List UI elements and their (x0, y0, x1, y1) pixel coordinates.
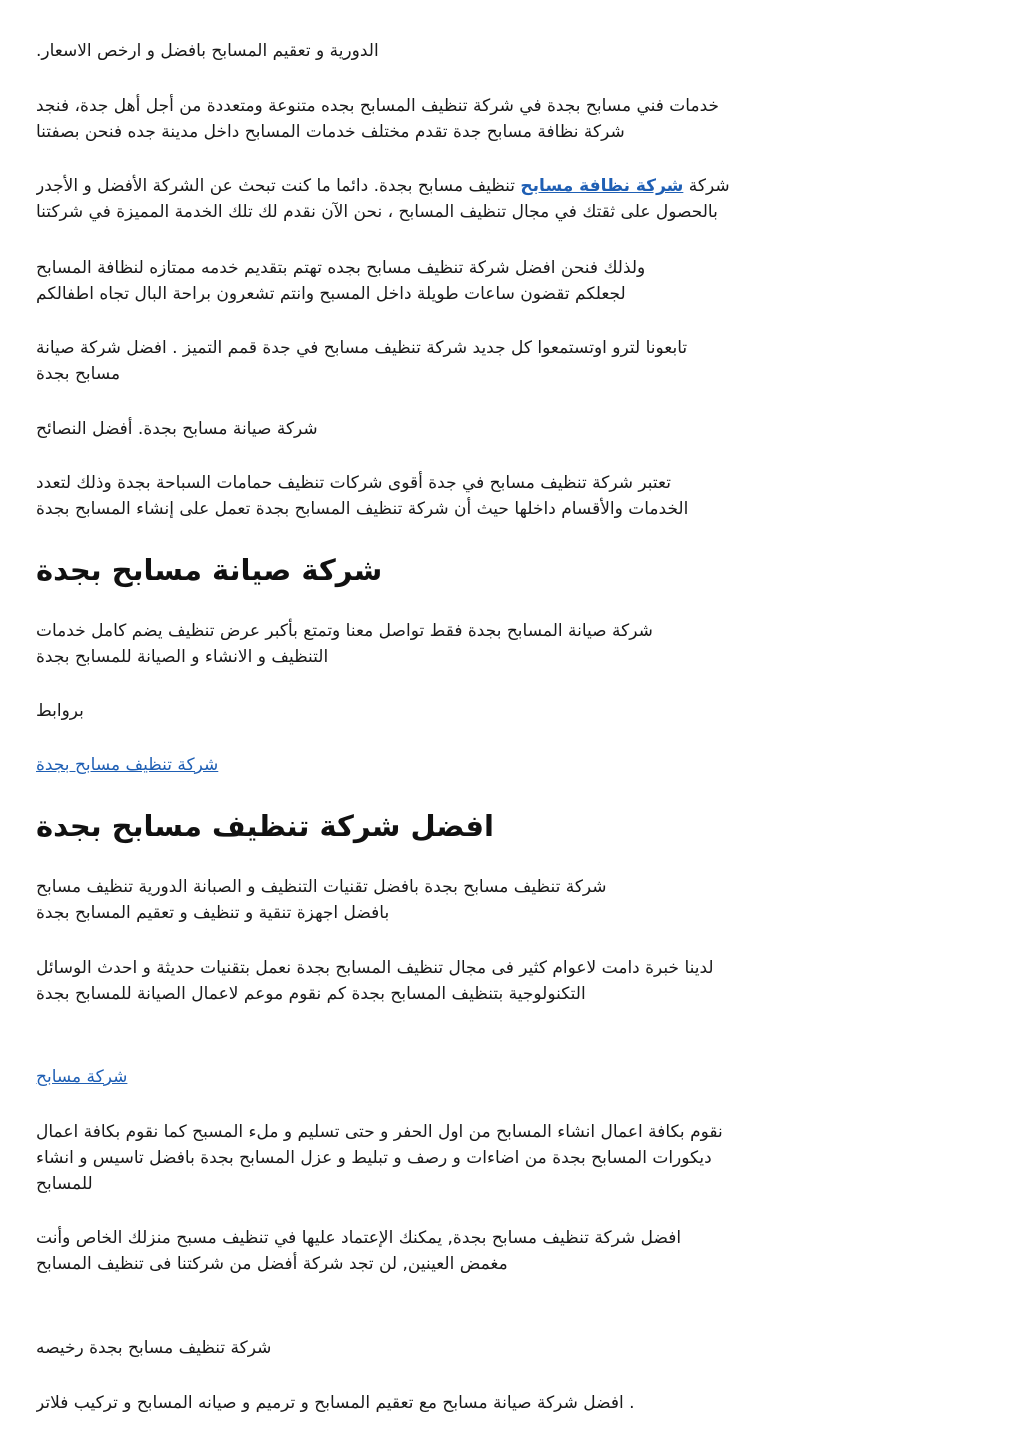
pool-cleaning-link[interactable]: شركة تنظيف مسابح بجدة (36, 755, 219, 775)
paragraph-12-line-1: نقوم بكافة اعمال انشاء المسابح من اول الحفر و حتى تسليم و ملء المسبح كما نقوم بكافة اعمال (36, 1122, 723, 1142)
paragraph-15-line-1: . افضل شركة صيانة مسابح مع تعقيم المسابح و ترميم و صيانه المسابح و تركيب فلاتر (36, 1393, 635, 1413)
paragraph-6-line-1: شركة صيانة مسابح بجدة. أفضل النصائح (36, 419, 318, 439)
paragraph-8-line-1: شركة صيانة المسابح بجدة فقط تواصل معنا وتمتع بأكبر عرض تنظيف يضم كامل خدمات (36, 621, 653, 641)
paragraph-9-line-1: بروابط (36, 701, 84, 721)
paragraph-3-prefix: شركة (688, 176, 730, 196)
paragraph-2-line-1: خدمات فني مسابح بجدة في شركة تنظيف المسابح بجده متنوعة ومتعددة من أجل أهل جدة، فنجد (36, 96, 720, 116)
paragraph-14-line-1: شركة تنظيف مسابح بجدة رخيصه (36, 1338, 272, 1358)
paragraph-3-line-2: بالحصول على ثقتك في مجال تنظيف المسابح ، نحن الآن نقدم لك تلك الخدمة المميزة في شركتنا (36, 202, 718, 222)
paragraph-3-line-1 (36, 173, 994, 199)
paragraph-11-line-1: لدينا خبرة دامت لاعوام كثير فى مجال تنظيف المسابح بجدة نعمل بتقنيات حديثة و احدث الوسائل (36, 958, 714, 978)
paragraph-12-line-3: للمسابح (36, 1174, 93, 1194)
paragraph-13-line-2: مغمض العينين, لن تجد شركة أفضل من شركتنا فى تنظيف المسابح (36, 1254, 508, 1274)
paragraph-7-line-1: تعتبر شركة تنظيف مسابح في جدة أقوى شركات تنظيف حمامات السباحة بجدة وذلك لتعدد (36, 473, 671, 493)
paragraph-3-suffix: تنظيف مسابح بجدة. دائما ما كنت تبحث عن الشركة الأفضل و الأجدر (36, 176, 516, 196)
paragraph-5-line-1: تابعونا لترو اوتستمعوا كل جديد شركة تنظيف مسابح في جدة قمم التميز . افضل شركة صيانة (36, 338, 688, 358)
paragraph-1-line-1: الدورية و تعقيم المسابح بافضل و ارخص الاسعار. (36, 41, 379, 61)
paragraph-13-line-1: افضل شركة تنظيف مسابح بجدة, يمكنك الإعتماد عليها في تنظيف مسبح منزلك الخاص وأنت (36, 1228, 682, 1248)
paragraph-4-line-1: ولذلك فنحن افضل شركة تنظيف مسابح بجده تهتم بتقديم خدمه ممتازه لنظافة المسابح (36, 258, 646, 278)
cleaning-company-link[interactable]: شركة نظافة مسابح (520, 176, 684, 196)
paragraph-11-line-2: التكنولوجية بتنظيف المسابح بجدة كم نقوم موعم لاعمال الصيانة للمسابح بجدة (36, 984, 586, 1004)
paragraph-10-line-2: بافضل اجهزة تنقية و تنظيف و تعقيم المسابح بجدة (36, 903, 390, 923)
paragraph-12-line-2: ديكورات المسابح بجدة من اضاءات و رصف و تبليط و عزل المسابح بجدة بافضل تاسيس و انشاء (36, 1148, 712, 1168)
section-heading-best-cleaning: افضل شركة تنظيف مسابح بجدة (36, 809, 494, 843)
paragraph-7-line-2: الخدمات والأقسام داخلها حيث أن شركة تنظيف المسابح بجدة تعمل على إنشاء المسابح بجدة (36, 499, 689, 519)
section-heading-maintenance: شركة صيانة مسابح بجدة (36, 553, 383, 587)
link-line-1 (36, 752, 994, 778)
paragraph-8-line-2: التنظيف و الانشاء و الصيانة للمسابح بجدة (36, 647, 329, 667)
link-line-2 (36, 1064, 994, 1090)
paragraph-10-line-1: شركة تنظيف مسابح بجدة بافضل تقنيات التنظيف و الصبانة الدورية تنظيف مسابح (36, 877, 607, 897)
paragraph-5-line-2: مسابح بجدة (36, 364, 121, 384)
paragraph-4-line-2: لجعلكم تقضون ساعات طويلة داخل المسبح وانتم تشعرون براحة البال تجاه اطفالكم (36, 284, 626, 304)
pools-company-link[interactable]: شركة مسابح (36, 1067, 128, 1087)
paragraph-2-line-2: شركة نظافة مسابح جدة تقدم مختلف خدمات المسابح داخل مدينة جده فنحن بصفتنا (36, 122, 625, 142)
